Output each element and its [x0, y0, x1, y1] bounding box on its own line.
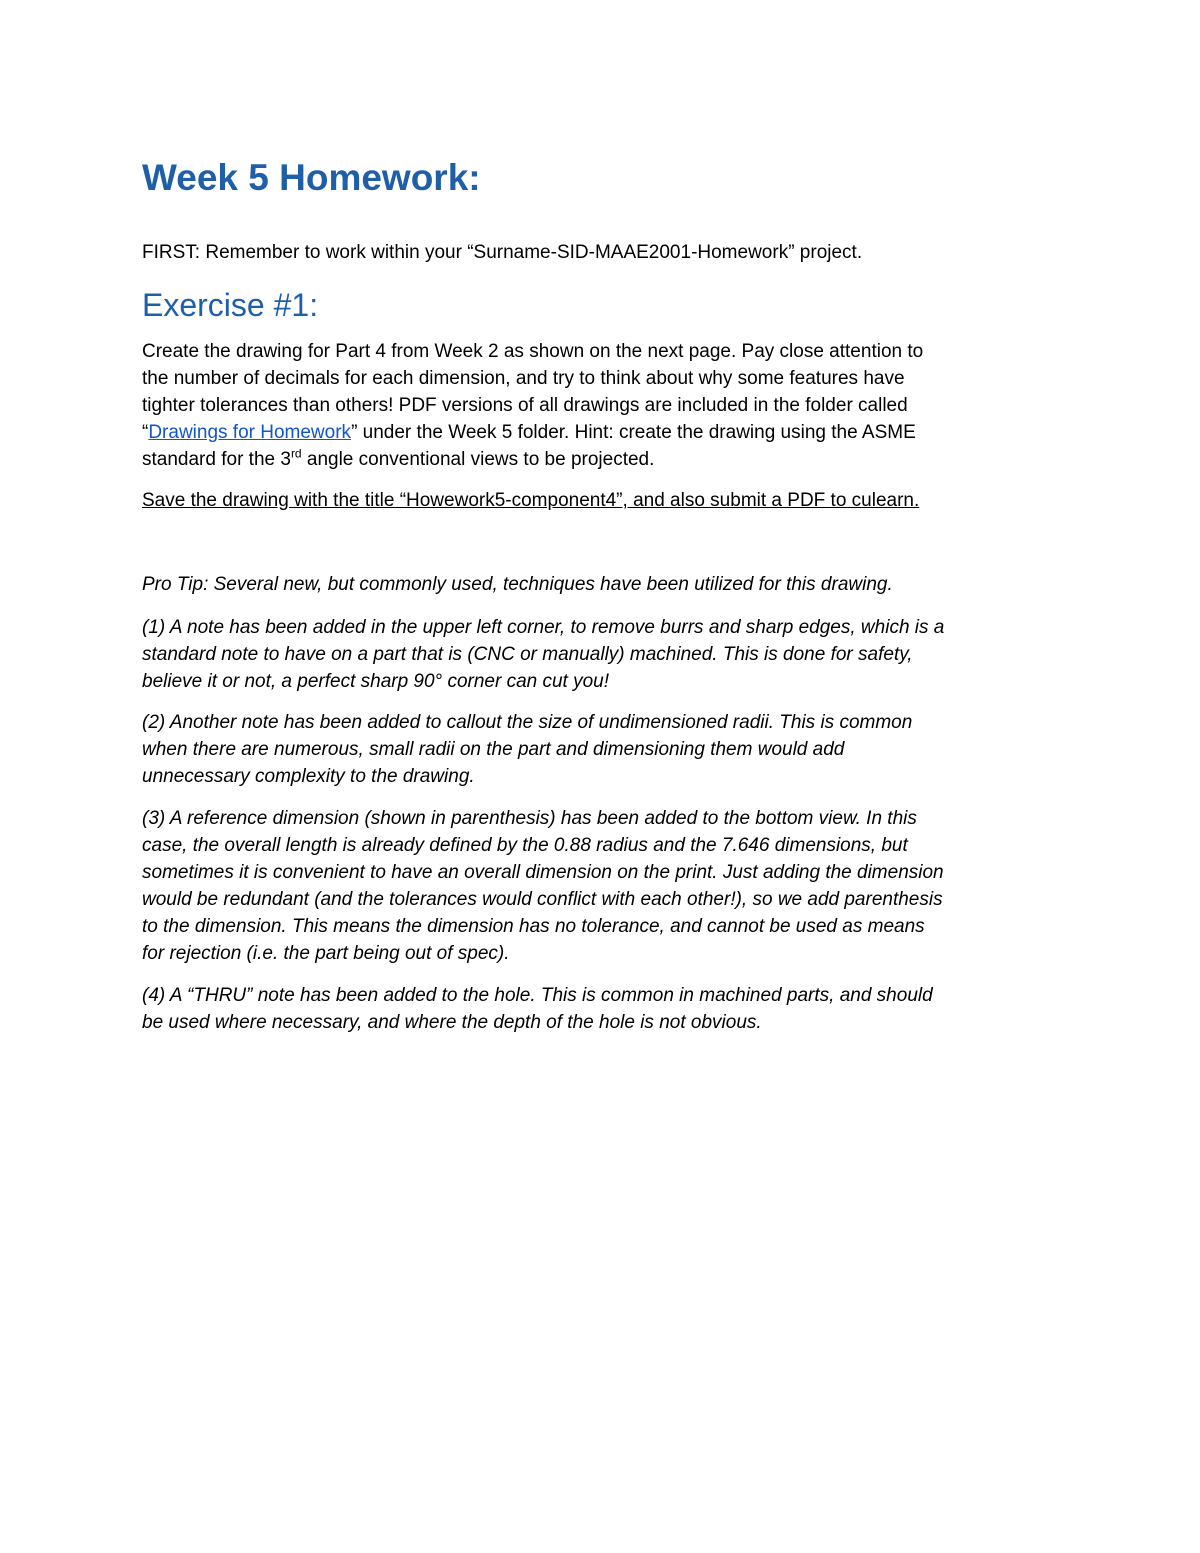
note-line: to the dimension. This means the dimension has no tolerance, and cannot be used as means — [142, 916, 925, 937]
note-line: (2) Another note has been added to callout the size of undimensioned radii. This is common — [142, 712, 913, 733]
page-title: Week 5 Homework: — [142, 157, 481, 198]
first-instruction — [142, 242, 862, 264]
note-line: standard note to have on a part that is (CNC or manually) machined. This is done for safety, — [142, 644, 913, 665]
exercise-heading: Exercise #1: — [142, 287, 319, 323]
first-label: FIRST: — [142, 242, 201, 263]
description-text: angle conventional views to be projected. — [301, 449, 655, 470]
note-line: for rejection (i.e. the part being out of spec). — [142, 943, 510, 964]
ordinal-suffix: rd — [290, 446, 302, 461]
description-text: standard for the 3 — [142, 449, 291, 470]
pro-tip: Pro Tip: Several new, but commonly used, techniques have been utilized for this drawing. — [142, 574, 893, 595]
note-3 — [142, 805, 944, 967]
note-line: case, the overall length is already defined by the 0.88 radius and the 7.646 dimensions, but — [142, 835, 908, 856]
description-line — [142, 446, 923, 473]
note-line: would be redundant (and the tolerances would conflict with each other!), so we add parenthesis — [142, 889, 943, 910]
note-4 — [142, 982, 933, 1036]
save-instruction: Save the drawing with the title “Howework5-component4”, and also submit a PDF to culearn. — [142, 490, 920, 511]
note-line: believe it or not, a perfect sharp 90° corner can cut you! — [142, 671, 610, 692]
description-line: tighter tolerances than others! PDF versions of all drawings are included in the folder called — [142, 395, 908, 416]
quote-open: “ — [142, 422, 149, 443]
note-1 — [142, 614, 944, 695]
note-line: unnecessary complexity to the drawing. — [142, 766, 475, 787]
description-line: Create the drawing for Part 4 from Week 2 as shown on the next page. Pay close attention to — [142, 341, 924, 362]
note-line: (4) A “THRU” note has been added to the hole. This is common in machined parts, and should — [142, 985, 933, 1006]
drawings-for-homework-link[interactable]: Drawings for Homework — [148, 422, 352, 443]
note-line: be used where necessary, and where the depth of the hole is not obvious. — [142, 1012, 762, 1033]
description-line: the number of decimals for each dimension, and try to think about why some features have — [142, 368, 905, 389]
note-line: (3) A reference dimension (shown in parenthesis) has been added to the bottom view. In this — [142, 808, 917, 829]
exercise-description — [142, 338, 923, 473]
note-line: (1) A note has been added in the upper left corner, to remove burrs and sharp edges, which is a — [142, 617, 945, 638]
description-line — [142, 419, 923, 446]
first-text: Remember to work within your “Surname-SID-MAAE2001-Homework” project. — [200, 242, 863, 263]
note-line: when there are numerous, small radii on the part and dimensioning them would add — [142, 739, 845, 760]
note-2 — [142, 709, 912, 790]
description-text: ” under the Week 5 folder. Hint: create the drawing using the ASME — [351, 422, 916, 443]
note-line: sometimes it is convenient to have an overall dimension on the print. Just adding the dimension — [142, 862, 944, 883]
